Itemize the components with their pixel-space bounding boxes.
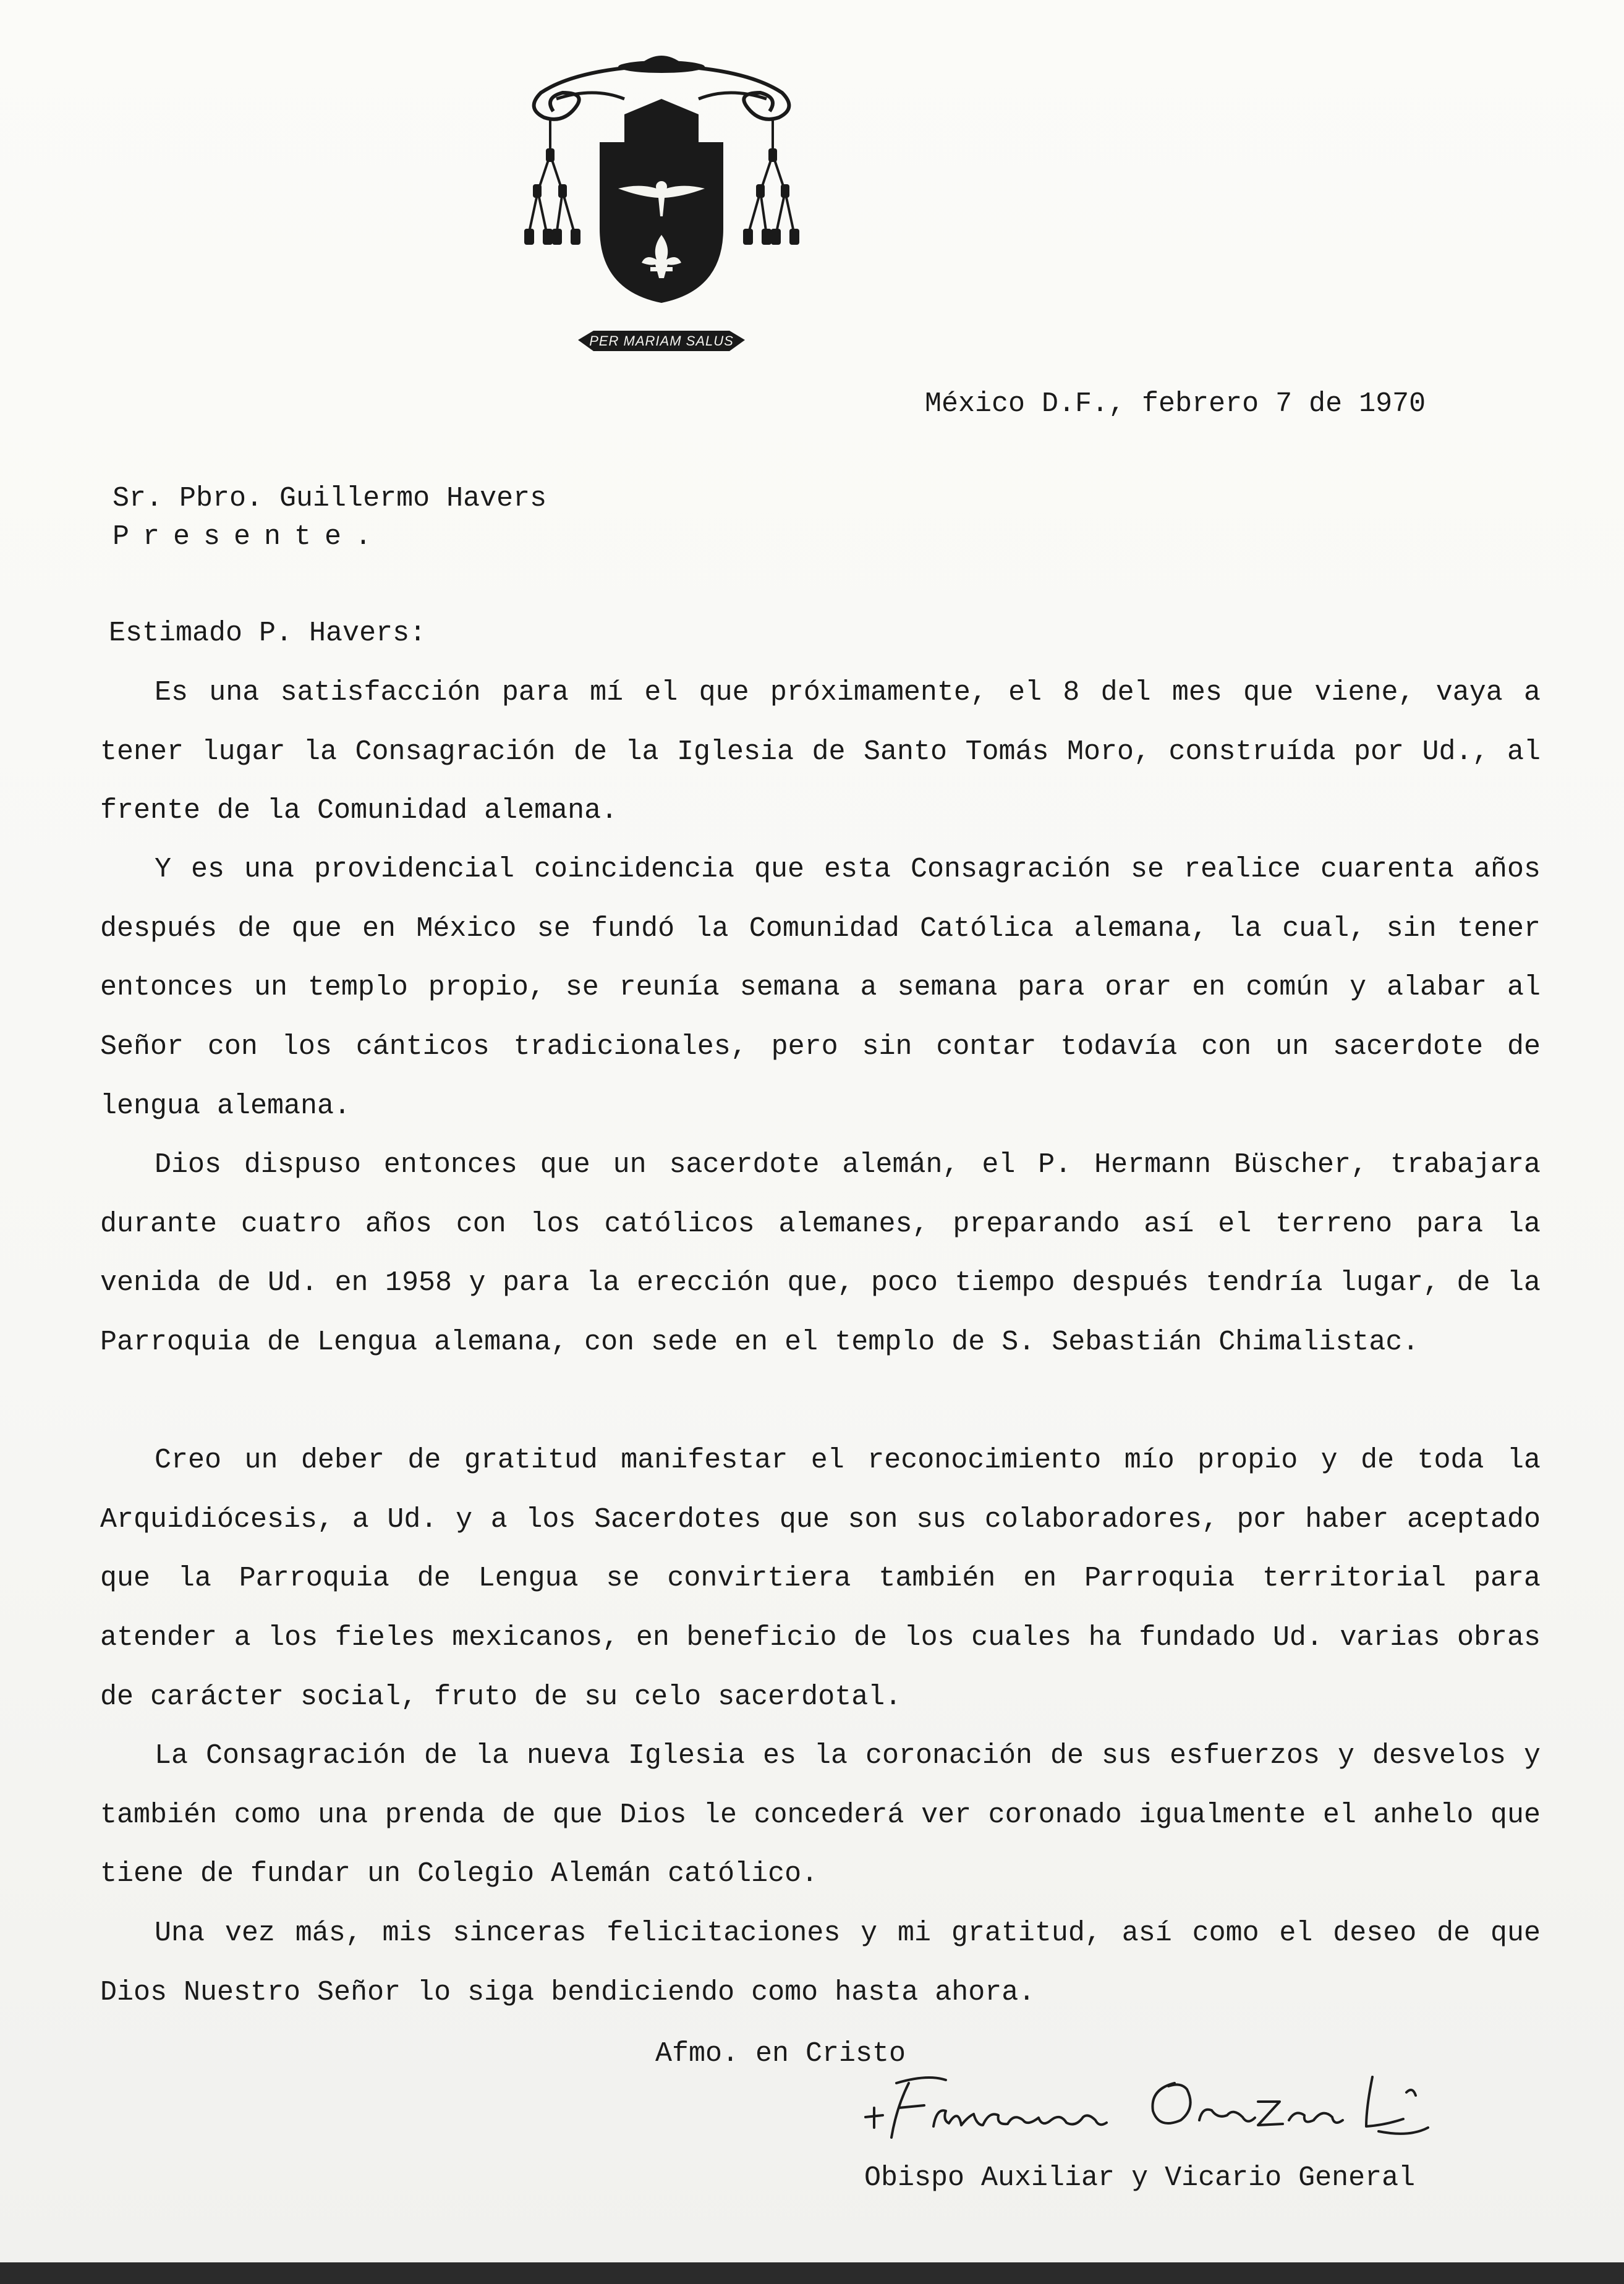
paragraph-2: Y es una providencial coincidencia que esta Consagración se realice cuarenta años después de que en México se fundó la Comunidad Católica alemana, la cual, sin tener entonces un templo propio, se reunía semana a semana para orar en común y alabar al Señor con los cánticos tradicionales, pero sin contar todavía con un sacerdote de lengua alemana.: [100, 854, 1541, 1122]
closing: Afmo. en Cristo: [655, 2038, 906, 2070]
recipient-name: Sr. Pbro. Guillermo Havers: [113, 483, 547, 514]
recipient-presente: Presente.: [113, 521, 386, 553]
coat-of-arms-icon: [519, 49, 804, 383]
photo-background-edge: [0, 2262, 1624, 2284]
paragraph-1: Es una satisfacción para mí el que próximamente, el 8 del mes que viene, vaya a tener lugar la Consagración de la Iglesia de Santo Tomás Moro, construída por Ud., al frente de la Comunidad alemana.: [100, 677, 1541, 827]
salutation: Estimado P. Havers:: [109, 618, 427, 649]
letter-date: México D.F., febrero 7 de 1970: [925, 388, 1426, 420]
motto-text: PER MARIAM SALUS: [589, 333, 734, 349]
paragraph-3: Dios dispuso entonces que un sacerdote alemán, el P. Hermann Büscher, trabajara durante cuatro años con los católicos alemanes, preparando así el terreno para la venida de Ud. en 1958 y para la erección que, poco tiempo después tendría lugar, de la Parroquia de Lengua alemana, con sede en el templo de S. Sebastián Chimalistac.: [100, 1149, 1541, 1359]
paragraph-4: Creo un deber de gratitud manifestar el reconocimiento mío propio y de toda la Arquidiócesis, a Ud. y a los Sacerdotes que son sus colaboradores, por haber aceptado que la Parroquia de Lengua se convirtiera también en Parroquia territorial para atender a los fieles mexicanos, en beneficio de los cuales ha fundado Ud. varias obras de carácter social, fruto de su celo sacerdotal.: [100, 1445, 1541, 1713]
handwritten-signature: [853, 2058, 1447, 2151]
signer-title: Obispo Auxiliar y Vicario General: [864, 2162, 1416, 2194]
paragraph-5: La Consagración de la nueva Iglesia es la coronación de sus esfuerzos y desvelos y también como una prenda de que Dios le concederá ver coronado igualmente el anhelo que tiene de fundar un Colegio Alemán católico.: [100, 1740, 1541, 1890]
paragraph-6: Una vez más, mis sinceras felicitaciones y mi gratitud, así como el deseo de que Dios Nuestro Señor lo siga bendiciendo como hasta ahora.: [100, 1917, 1541, 2008]
